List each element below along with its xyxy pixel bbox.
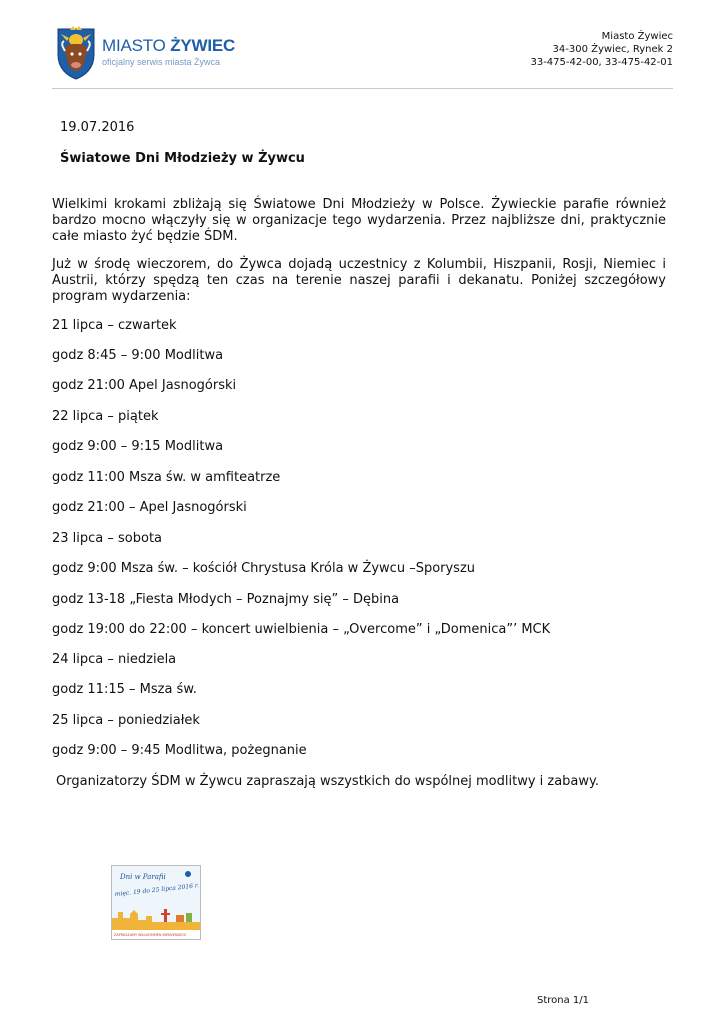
article-title: Światowe Dni Młodzieży w Żywcu: [60, 151, 305, 166]
program-item: godz 9:00 – 9:45 Modlitwa, pożegnanie: [52, 743, 307, 758]
contact-address: 34-300 Żywiec, Rynek 2: [552, 44, 673, 55]
poster-line-2: mięc. 19 do 25 lipca 2016 r.: [114, 882, 200, 898]
contact-block: [530, 30, 673, 69]
program-day: 21 lipca – czwartek: [52, 318, 177, 333]
logo-tagline: oficjalny serwis miasta Żywca: [102, 57, 221, 67]
program-item: godz 13-18 „Fiesta Młodych – Poznajmy się” – Dębina: [52, 592, 400, 607]
program-item: godz 11:15 – Msza św.: [52, 682, 197, 697]
article-date: 19.07.2016: [60, 120, 135, 135]
site-logo[interactable]: [56, 25, 236, 81]
page-header: [0, 0, 725, 92]
article-closing: Organizatorzy ŚDM w Żywcu zapraszają wszystkich do wspólnej modlitwy i zabawy.: [56, 774, 600, 789]
program-item: godz 9:00 Msza św. – kościół Chrystusa Króla w Żywcu –Sporyszu: [52, 561, 476, 576]
poster-artwork: [112, 866, 200, 939]
program-item: godz 21:00 Apel Jasnogórski: [52, 378, 237, 393]
contact-phone: 33-475-42-00, 33-475-42-01: [530, 57, 673, 68]
page-number: Strona 1/1: [537, 995, 590, 1006]
contact-city: Miasto Żywiec: [601, 31, 673, 42]
poster-line-1: Dni w Parafii: [120, 873, 166, 881]
program-item: godz 19:00 do 22:00 – koncert uwielbienia – „Overcome” i „Domenica”’ MCK: [52, 622, 551, 637]
program-day: 23 lipca – sobota: [52, 531, 163, 546]
program-day: 22 lipca – piątek: [52, 409, 159, 424]
program-day: 25 lipca – poniedziałek: [52, 713, 200, 728]
program-day: 24 lipca – niedziela: [52, 652, 177, 667]
poster-bottom: ZAPRASZAMY WILLKOMMEN BIENVENIDOS: [114, 933, 186, 937]
program-item: godz 9:00 – 9:15 Modlitwa: [52, 439, 224, 454]
event-poster-image[interactable]: [111, 865, 201, 940]
article-paragraph: Już w środę wieczorem, do Żywca dojadą uczestnicy z Kolumbii, Hiszpanii, Rosji, Niemiec i Austrii, którzy spędzą ten czas na terenie naszej parafii i dekanatu. Poniżej szczegółowy program wydarzenia:: [52, 257, 666, 304]
logo-name: MIASTO ŻYWIEC: [102, 36, 236, 55]
header-divider: [52, 88, 673, 89]
program-item: godz 21:00 – Apel Jasnogórski: [52, 500, 247, 515]
article-paragraph: Wielkimi krokami zbliżają się Światowe Dni Młodzieży w Polsce. Żywieckie parafie również bardzo mocno włączyły się w organizacje tego wydarzenia. Przez najbliższe dni, praktycznie całe miasto żyć będzie ŚDM.: [52, 197, 666, 244]
program-item: godz 11:00 Msza św. w amfiteatrze: [52, 470, 281, 485]
zywiec-coat-of-arms-icon: [56, 25, 96, 80]
program-item: godz 8:45 – 9:00 Modlitwa: [52, 348, 224, 363]
